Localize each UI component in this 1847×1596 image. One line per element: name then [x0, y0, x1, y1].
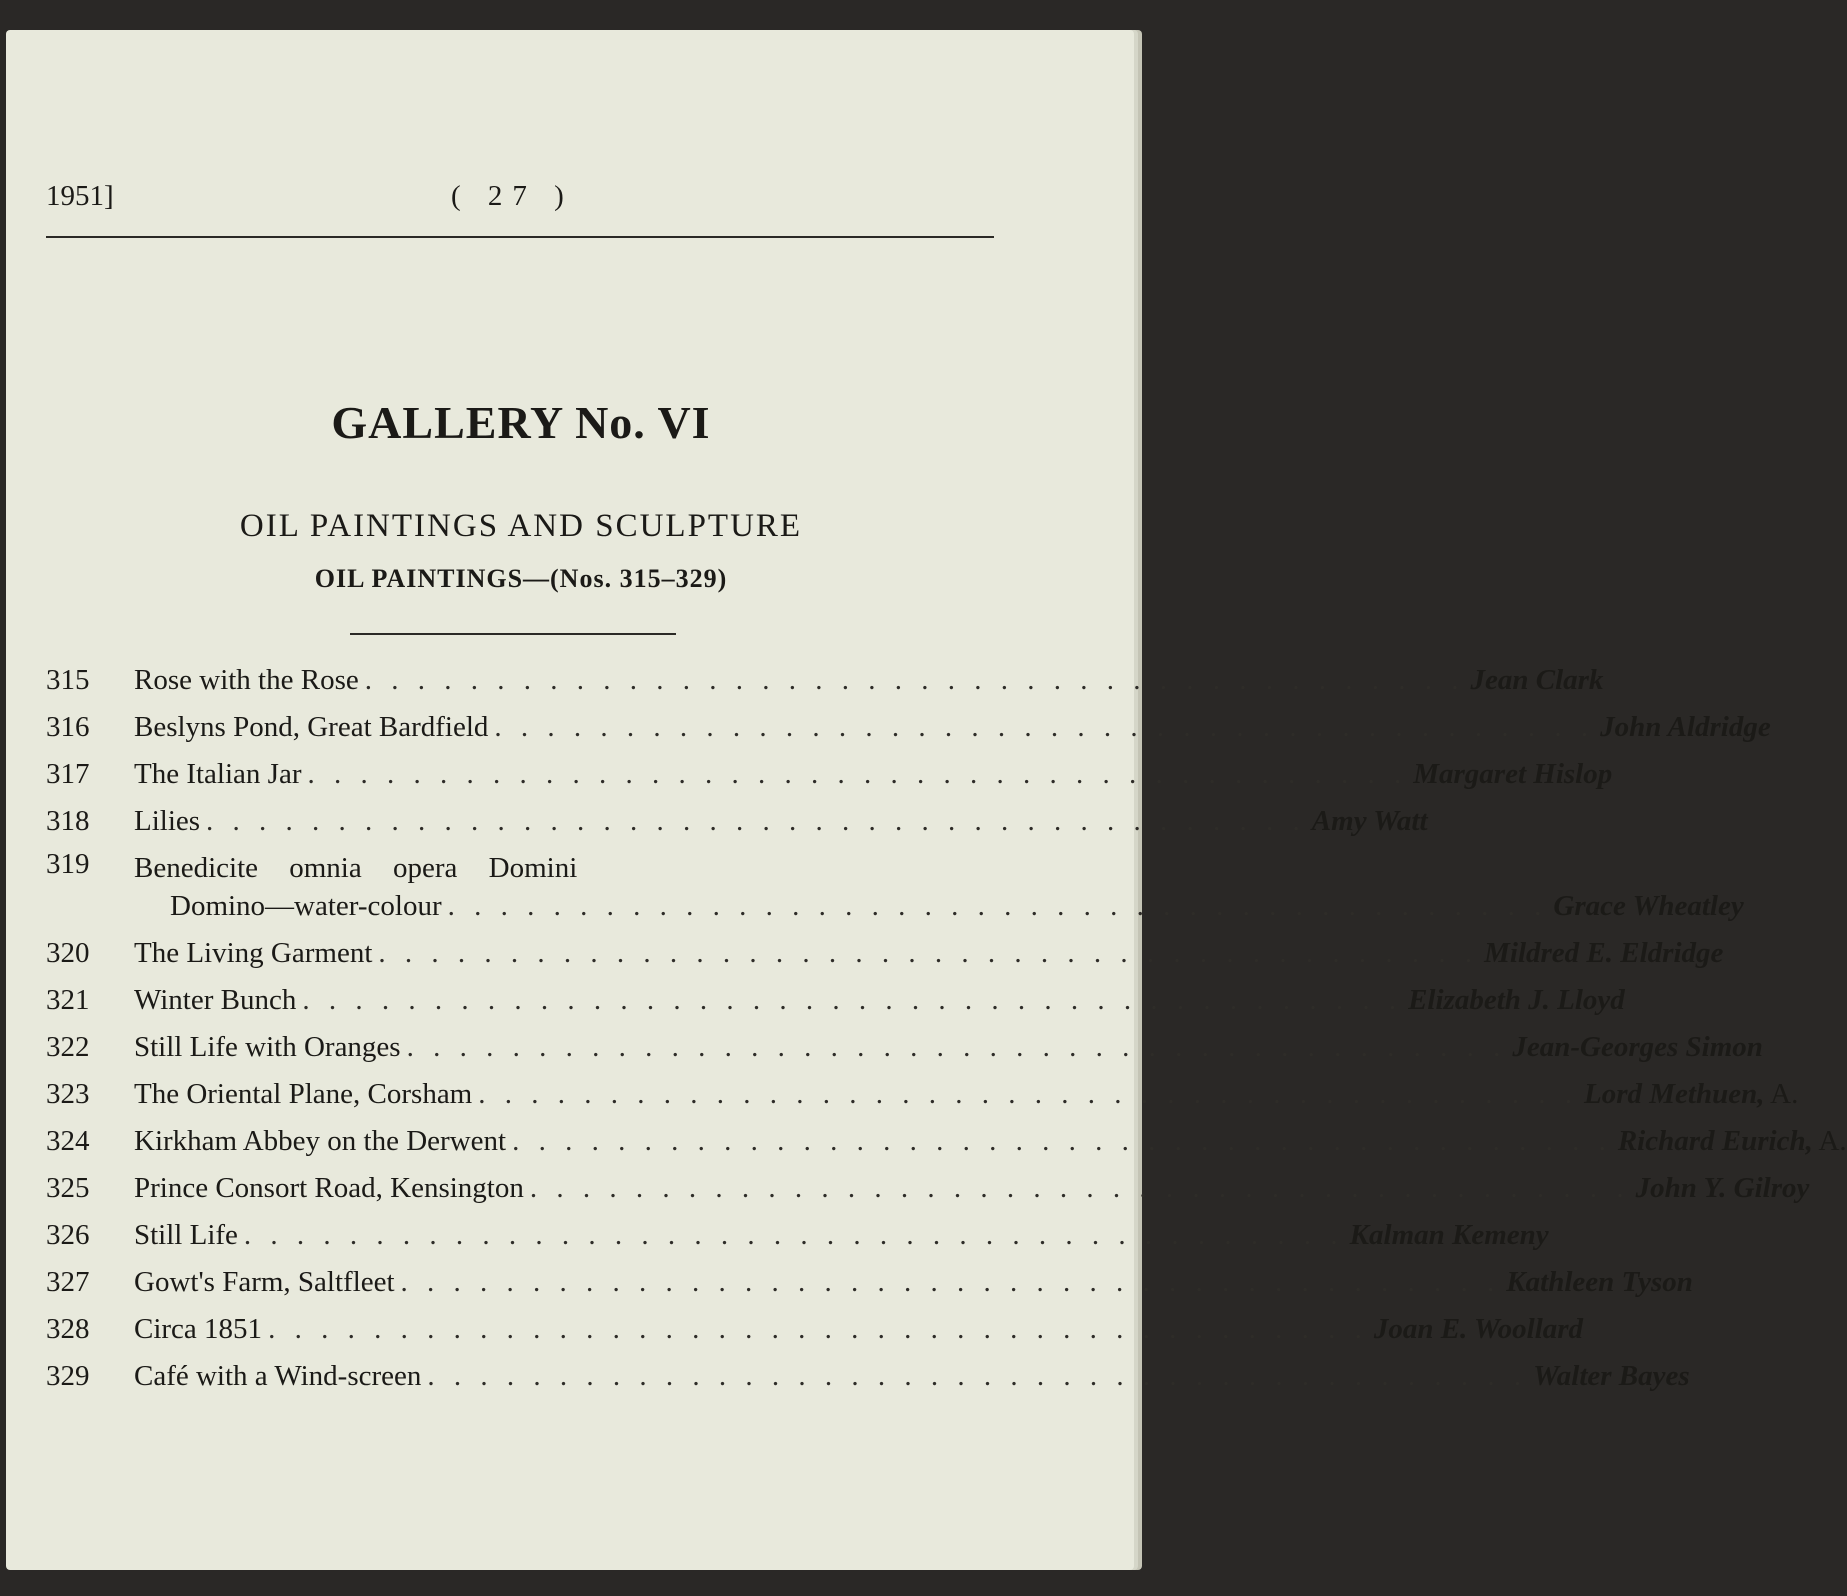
associate-suffix: A.	[1812, 1125, 1847, 1157]
leader-dots: . . . . . . . . . . . . . . . . . . . . . . . . . . . . . . . . . . . . . . . . . .	[494, 711, 1595, 743]
entry-artist: Walter Bayes	[1533, 1360, 1690, 1392]
catalogue-entry	[46, 798, 1428, 845]
entry-number: 323	[46, 1078, 90, 1110]
entry-title: Still Life	[134, 1219, 238, 1251]
leader-dots: . . . . . . . . . . . . . . . . . . . . . . . . . . . . . . . . . . . . . . . . . .	[478, 1078, 1578, 1110]
entry-artist: Jean Clark	[1470, 664, 1604, 696]
catalogue-entry	[46, 704, 1771, 751]
entry-title: Beslyns Pond, Great Bardfield	[134, 711, 489, 743]
catalogue-entry	[46, 930, 1724, 977]
leader-dots: . . . . . . . . . . . . . . . . . . . . . . . . . . . . . . . . . . . . . . . . . .	[268, 1313, 1368, 1345]
entry-artist: Grace Wheatley	[1553, 890, 1744, 922]
section-heading: OIL PAINTINGS—(Nos. 315–329)	[314, 564, 728, 593]
entry-artist: Elizabeth J. Lloyd	[1408, 984, 1625, 1016]
catalogue-entry	[46, 1306, 1584, 1353]
entry-title: Lilies	[134, 805, 201, 837]
catalogue-entries	[46, 657, 1847, 1400]
entry-number: 321	[46, 984, 90, 1016]
catalogue-entry	[46, 1353, 1690, 1400]
entry-artist: Jean-Georges Simon	[1512, 1031, 1763, 1063]
artist-name: Richard Eurich,	[1617, 1125, 1813, 1157]
leader-dots: . . . . . . . . . . . . . . . . . . . . . . . . . . . . . . . . . . . . . . . . . .	[307, 758, 1408, 790]
entry-title: Still Life with Oranges	[134, 1031, 401, 1063]
section-rule	[350, 633, 676, 635]
section-subtitle: OIL PAINTINGS AND SCULPTURE	[239, 508, 803, 544]
leader-dots: . . . . . . . . . . . . . . . . . . . . . . . . . . . . . . . . . . . . . . . . . .	[406, 1031, 1507, 1063]
entry-number: 322	[46, 1031, 90, 1063]
entry-number: 325	[46, 1172, 90, 1204]
entry-title: Gowt's Farm, Saltfleet	[134, 1266, 395, 1298]
entry-artist: Kathleen Tyson	[1506, 1266, 1693, 1298]
entry-artist	[1584, 1071, 1798, 1118]
leader-dots: . . . . . . . . . . . . . . . . . . . . . . . . . . . . . . . . . . . . . . . . . .	[206, 805, 1306, 837]
page-number: ( 27 )	[451, 180, 574, 212]
leader-dots: . . . . . . . . . . . . . . . . . . . . . . . . . . . . . . . . . . . . . . . . . .	[378, 937, 1479, 969]
header-year: 1951]	[46, 180, 114, 212]
entry-artist: John Aldridge	[1600, 711, 1771, 743]
entry-number: 326	[46, 1219, 90, 1251]
entry-number: 316	[46, 711, 90, 743]
leader-dots: . . . . . . . . . . . . . . . . . . . . . . . . . . . . . . . . . . . . . . . . . .	[529, 1172, 1630, 1204]
entry-title: Rose with the Rose	[134, 664, 359, 696]
entry-number: 329	[46, 1360, 90, 1392]
entry-title: Kirkham Abbey on the Derwent	[134, 1125, 507, 1157]
catalogue-entry	[46, 751, 1613, 798]
leader-dots: . . . . . . . . . . . . . . . . . . . . . . . . . . . . . . . . . . . . . . . . . .	[427, 1360, 1528, 1392]
catalogue-entry	[46, 1024, 1763, 1071]
running-header	[46, 180, 994, 230]
leader-dots: . . . . . . . . . . . . . . . . . . . . . . . . . . . . . . . . . . . . . . . . . .	[243, 1219, 1344, 1251]
entry-title: The Oriental Plane, Corsham	[134, 1078, 473, 1110]
entry-number: 319	[46, 848, 90, 880]
entry-number: 318	[46, 805, 90, 837]
entry-number: 324	[46, 1125, 90, 1157]
entry-title: Winter Bunch	[134, 984, 297, 1016]
associate-suffix: A.	[1764, 1078, 1799, 1110]
entry-title-continued: Domino—water-colour	[170, 890, 442, 922]
entry-title: Circa 1851	[134, 1313, 263, 1345]
entry-title: Benedicite omnia opera Domini	[134, 852, 578, 884]
entry-number: 327	[46, 1266, 90, 1298]
catalogue-entry	[46, 977, 1625, 1024]
entry-artist: Kalman Kemeny	[1349, 1219, 1549, 1251]
catalogue-entry	[46, 1071, 1799, 1118]
leader-dots: . . . . . . . . . . . . . . . . . . . . . . . . . . . . . . . . . . . . . . . . . .	[512, 1125, 1612, 1157]
catalogue-entry	[46, 1212, 1549, 1259]
entry-number: 317	[46, 758, 90, 790]
leader-dots: . . . . . . . . . . . . . . . . . . . . . . . . . . . . . . . . . . . . . . . . . .	[400, 1266, 1501, 1298]
entry-artist: Margaret Hislop	[1413, 758, 1613, 790]
artist-name: Lord Methuen,	[1584, 1078, 1765, 1110]
gallery-title: GALLERY No. VI	[331, 397, 711, 448]
entry-title: The Italian Jar	[134, 758, 302, 790]
entry-number: 315	[46, 664, 90, 696]
catalogue-entry	[46, 657, 1604, 704]
entry-artist	[1618, 1118, 1847, 1165]
entry-artist: Joan E. Woollard	[1373, 1313, 1584, 1345]
entry-artist: Mildred E. Eldridge	[1484, 937, 1724, 969]
leader-dots: . . . . . . . . . . . . . . . . . . . . . . . . . . . . . . . . . . . . . . . . . .	[302, 984, 1403, 1016]
entry-artist: Amy Watt	[1311, 805, 1428, 837]
catalogue-page	[6, 30, 1847, 1570]
leader-dots: . . . . . . . . . . . . . . . . . . . . . . . . . . . . . . . . . . . . . . . . . .	[364, 664, 1465, 696]
header-rule	[46, 236, 994, 238]
entry-number: 328	[46, 1313, 90, 1345]
entry-number: 320	[46, 937, 90, 969]
catalogue-entry	[46, 1165, 1810, 1212]
entry-title: Café with a Wind-screen	[134, 1360, 422, 1392]
catalogue-entry	[46, 1118, 1847, 1165]
catalogue-entry	[46, 1259, 1693, 1306]
catalogue-entry	[46, 845, 1744, 930]
entry-artist: John Y. Gilroy	[1635, 1172, 1810, 1204]
entry-title: The Living Garment	[134, 937, 373, 969]
entry-title: Prince Consort Road, Kensington	[134, 1172, 524, 1204]
leader-dots: . . . . . . . . . . . . . . . . . . . . . . . . . . . . . . . . . . . . . . . . . .	[447, 890, 1548, 922]
